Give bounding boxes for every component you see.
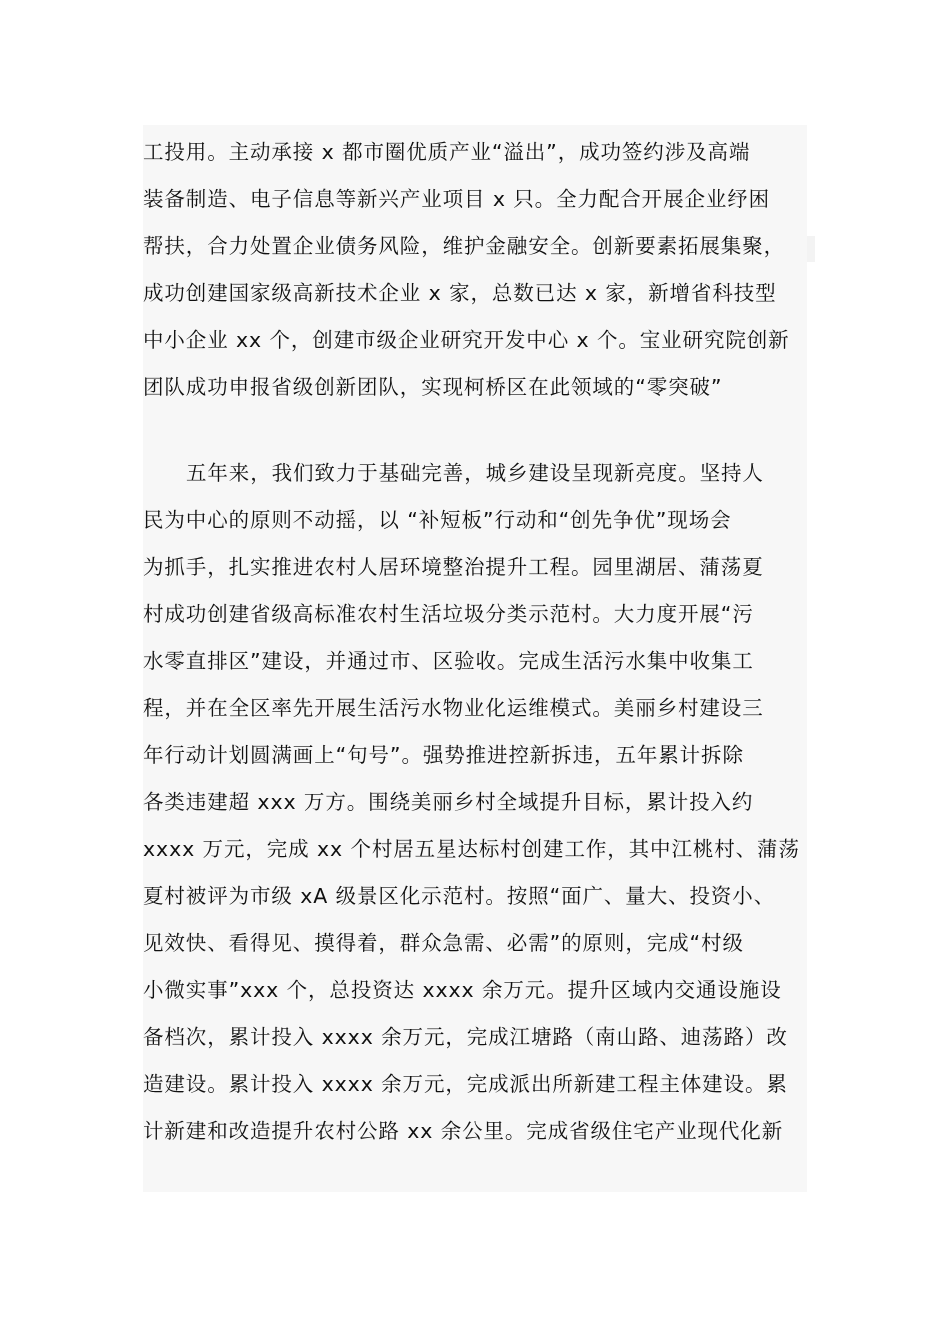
text-line: 中小企业 xx 个，创建市级企业研究开发中心 x 个。宝业研究院创新 <box>143 328 790 352</box>
text-line: 水零直排区”建设，并通过市、区验收。完成生活污水集中收集工 <box>143 649 754 673</box>
text-line: 造建设。累计投入 xxxx 余万元，完成派出所新建工程主体建设。累 <box>143 1072 788 1096</box>
text-line: 工投用。主动承接 x 都市圈优质产业“溢出”，成功签约涉及高端 <box>143 140 751 164</box>
text-line: 备档次，累计投入 xxxx 余万元，完成江塘路（南山路、迪荡路）改 <box>143 1025 788 1049</box>
text-line: 年行动计划圆满画上“句号”。强势推进控新拆违，五年累计拆除 <box>143 743 744 767</box>
text-line: 村成功创建省级高标准农村生活垃圾分类示范村。大力度开展“污 <box>143 602 754 626</box>
text-line: 见效快、看得见、摸得着，群众急需、必需”的原则，完成“村级 <box>143 931 744 955</box>
text-line: 成功创建国家级高新技术企业 x 家，总数已达 x 家，新增省科技型 <box>143 281 777 305</box>
paragraph-industry <box>143 129 807 411</box>
text-line: 各类违建超 xxx 万方。围绕美丽乡村全域提升目标，累计投入约 <box>143 790 754 814</box>
paragraph-urban-rural <box>143 450 807 1155</box>
text-line: xxxx 万元，完成 xx 个村居五星达标村创建工作，其中江桃村、蒲荡 <box>143 837 800 861</box>
text-line: 程，并在全区率先开展生活污水物业化运维模式。美丽乡村建设三 <box>143 696 764 720</box>
text-line: 小微实事”xxx 个，总投资达 xxxx 余万元。提升区域内交通设施设 <box>143 978 782 1002</box>
text-line: 计新建和改造提升农村公路 xx 余公里。完成省级住宅产业现代化新 <box>143 1119 784 1143</box>
text-line: 夏村被评为市级 xA 级景区化示范村。按照“面广、量大、投资小、 <box>143 884 776 908</box>
text-line: 装备制造、电子信息等新兴产业项目 x 只。全力配合开展企业纾困 <box>143 187 771 211</box>
margin-mark <box>807 236 815 262</box>
text-line: 五年来，我们致力于基础完善，城乡建设呈现新亮度。坚持人 <box>186 461 764 485</box>
text-line: 帮扶，合力处置企业债务风险，维护金融安全。创新要素拓展集聚， <box>143 234 785 258</box>
text-line: 民为中心的原则不动摇，以 “补短板”行动和“创先争优”现场会 <box>143 508 732 532</box>
text-line: 团队成功申报省级创新团队，实现柯桥区在此领域的“零突破” <box>143 375 723 399</box>
text-line: 为抓手，扎实推进农村人居环境整治提升工程。园里湖居、蒲荡夏 <box>143 555 764 579</box>
